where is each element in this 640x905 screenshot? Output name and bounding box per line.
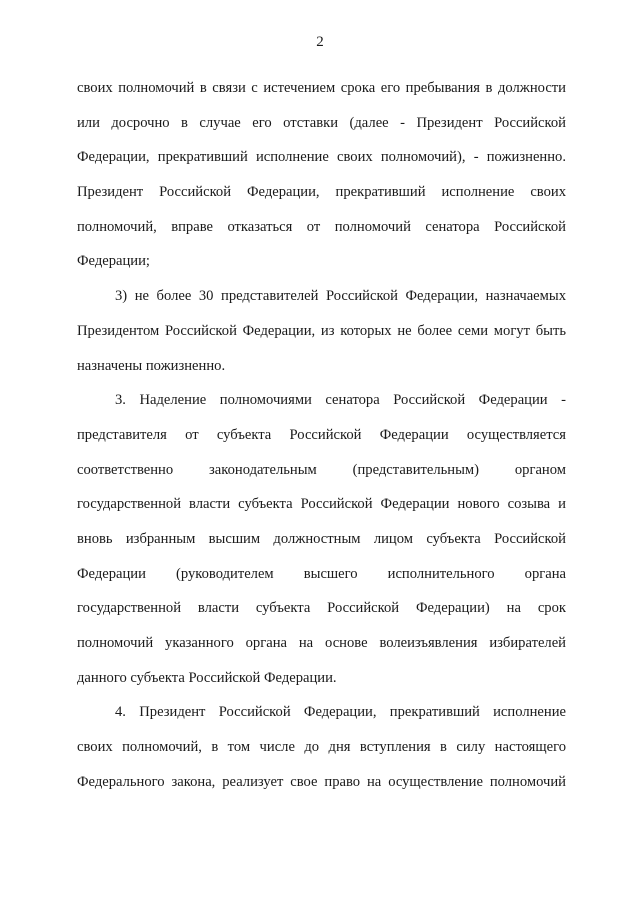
text-line: полномочий указанного органа на основе волеизъявления избирателей [77,635,566,651]
text-line: представителя от субъекта Российской Федерации осуществляется [77,426,566,443]
text-line: 3. Наделение полномочиями сенатора Российской Федерации - [115,392,566,409]
text-line: Президент Российской Федерации, прекративший исполнение своих [77,184,566,201]
text-line: государственной власти субъекта Российской Федерации нового созыва и [77,496,566,513]
text-line: 4. Президент Российской Федерации, прекративший исполнение [115,704,566,721]
text-line: полномочий, вправе отказаться от полномочий сенатора Российской [77,218,566,235]
text-line: назначены пожизненно. [77,357,226,374]
text-line: своих полномочий, в том числе до дня вступления в силу настоящего [77,739,566,756]
paragraph-continuation [77,71,566,279]
text-line: Федерации; [77,253,150,270]
text-line: 3) не более 30 представителей Российской Федерации, назначаемых [115,288,566,305]
document-body [77,71,566,799]
paragraph-item-3 [77,279,566,383]
text-line: Федерации (руководителем высшего исполнительного органа [77,565,566,582]
text-line: Федерального закона, реализует свое право на осуществление полномочий [77,773,566,790]
text-line: государственной власти субъекта Российской Федерации) на срок [77,600,566,617]
text-line: Федерации, прекративший исполнение своих полномочий), - пожизненно. [77,149,566,166]
text-line: данного субъекта Российской Федерации. [77,669,337,686]
text-line: или досрочно в случае его отставки (далее - Президент Российской [77,114,566,131]
page-number: 2 [316,34,324,50]
text-line: своих полномочий в связи с истечением срока его пребывания в должности [77,80,566,96]
paragraph-clause-3 [77,383,566,695]
text-line: соответственно законодательным (представительным) органом [77,461,566,478]
paragraph-clause-4 [77,695,566,799]
text-line: Президентом Российской Федерации, из которых не более семи могут быть [77,322,566,339]
text-line: вновь избранным высшим должностным лицом субъекта Российской [77,530,566,547]
